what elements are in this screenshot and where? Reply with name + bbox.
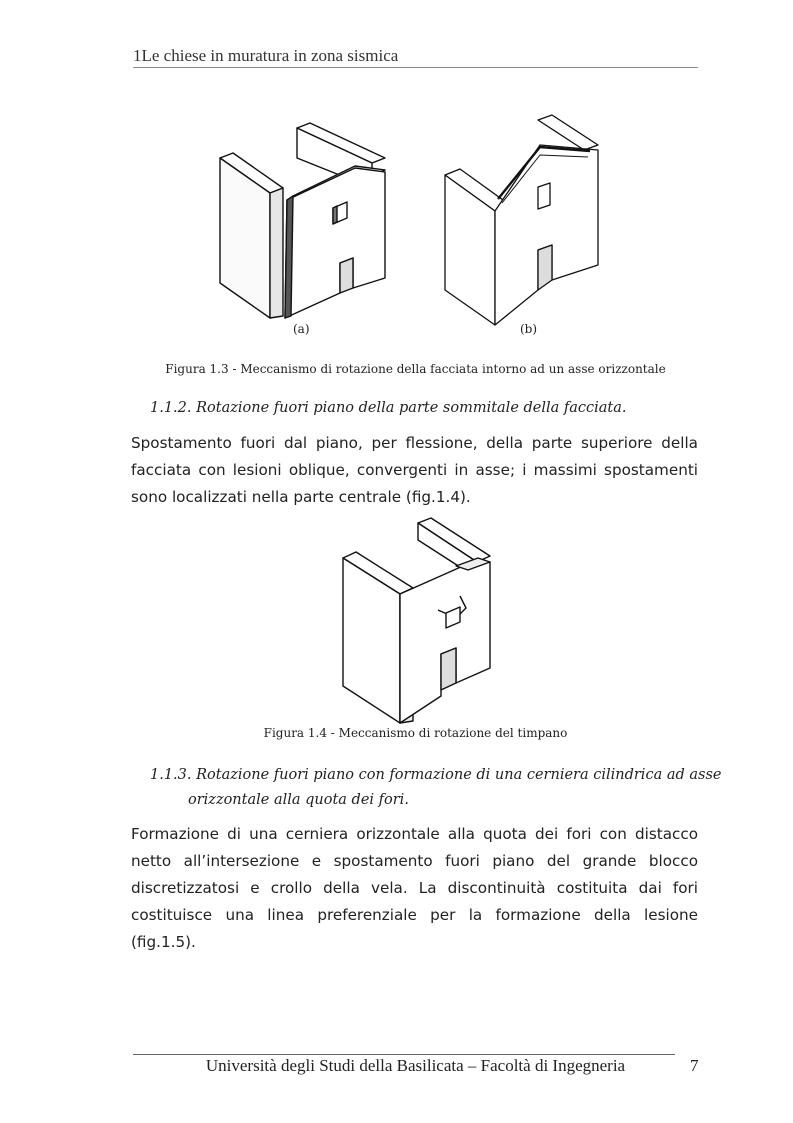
section-1-1-3-title-line2: orizzontale alla quota dei fori.: [188, 792, 409, 808]
section-1-1-2-paragraph: Spostamento fuori dal piano, per flessione, della parte superiore della facciata con lesioni oblique, convergenti in asse; i massimi spostamenti sono localizzati nella parte centrale (fig.1.4).: [131, 434, 698, 506]
figure-1-4-illustration: [338, 518, 498, 723]
figure-1-3a-illustration: [215, 118, 395, 318]
footer-university: Università degli Studi della Basilicata – Facoltà di Ingegneria: [205, 1056, 626, 1075]
section-1-1-2-heading: [150, 400, 627, 416]
figure-1-3-caption: Figura 1.3 - Meccanismo di rotazione della facciata intorno ad un asse orizzontale: [165, 362, 666, 376]
footer-rule: [133, 1054, 675, 1055]
header-rule: [133, 67, 698, 68]
section-1-1-2-number: 1.1.2.: [150, 400, 192, 416]
figure-1-3b-illustration: [440, 115, 605, 325]
figure-label-a: (a): [293, 322, 310, 336]
section-1-1-3-number: 1.1.3.: [150, 767, 192, 783]
section-1-1-2-title: Rotazione fuori piano della parte sommitale della facciata.: [196, 400, 627, 416]
page-number: 7: [690, 1056, 699, 1075]
figure-1-4-caption: Figura 1.4 - Meccanismo di rotazione del timpano: [263, 726, 568, 740]
section-1-1-3-title-line1: Rotazione fuori piano con formazione di una cerniera cilindrica ad asse: [196, 767, 722, 783]
running-header: 1Le chiese in muratura in zona sismica: [133, 46, 399, 65]
section-1-1-3-paragraph: Formazione di una cerniera orizzontale alla quota dei fori con distacco netto all’intersezione e spostamento fuori piano del grande blocco discretizzatosi e crollo della vela. La discontinuità costituita dai fori costituisce una linea preferenziale per la formazione della lesione (fig.1.5).: [131, 825, 698, 951]
section-1-1-3-heading-line1: [150, 767, 721, 783]
figure-label-b: (b): [520, 322, 538, 336]
